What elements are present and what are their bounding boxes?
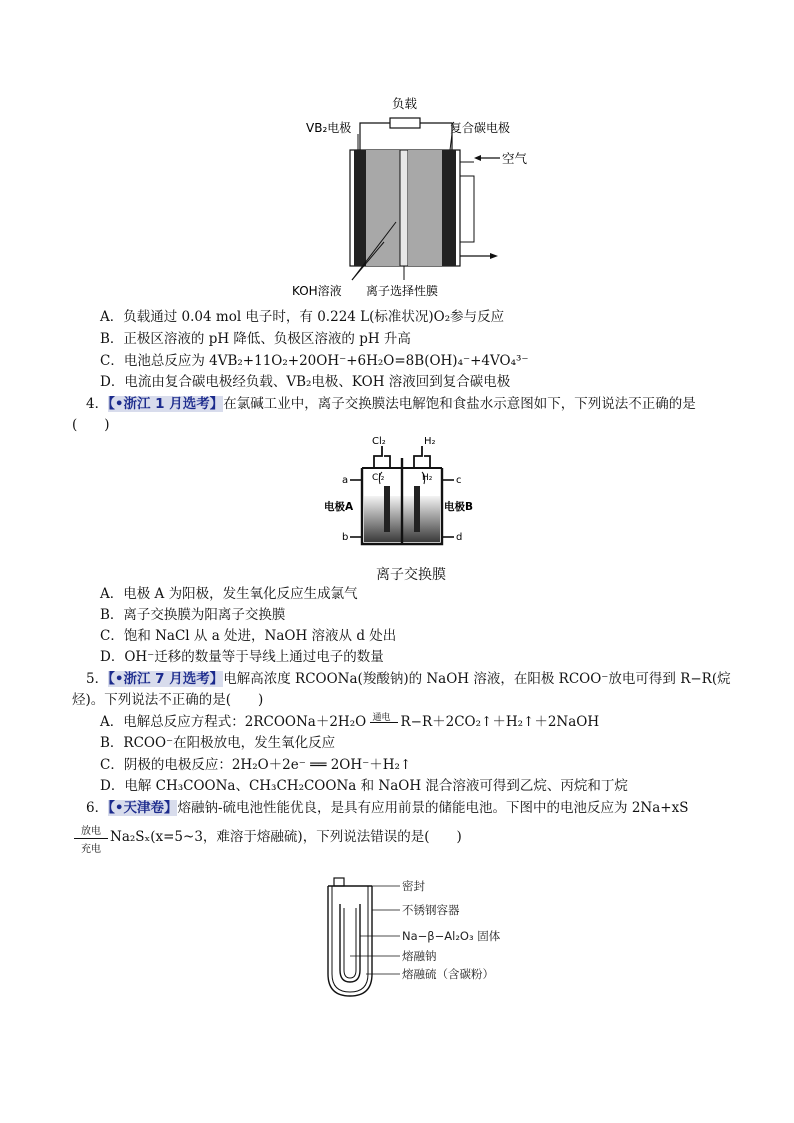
- inlet-c-label: c: [456, 475, 462, 486]
- q5-option-a-text: A．电解总反应方程式：2RCOONa＋2H₂O: [100, 714, 371, 730]
- q6-discharge-label: 放电: [81, 826, 101, 837]
- q4-stem: [86, 395, 696, 413]
- q5-stem-cont: 烃)。下列说法不正确的是( ): [72, 692, 264, 708]
- q6-reaction-arrow: [74, 822, 108, 855]
- load-label: 负载: [392, 96, 418, 111]
- vb2-electrode-label: VB₂电极: [306, 121, 352, 135]
- q4-number: 4．: [86, 396, 109, 412]
- q5-option-c: C．阴极的电极反应：2H₂O＋2e⁻ ══ 2OH⁻＋H₂↑: [100, 757, 412, 773]
- air-label: 空气: [502, 151, 528, 166]
- cl2-inner-label: Cl₂: [372, 473, 385, 483]
- fig2-caption: 离子交换膜: [376, 567, 446, 583]
- solid-electrolyte-label: Na−β−Al₂O₃ 固体: [402, 929, 501, 943]
- q3-option-d: D．电流由复合碳电极经负载、VB₂电极、KOH 溶液回到复合碳电极: [100, 374, 511, 390]
- q5-option-d: D．电解 CH₃COONa、CH₃CH₂COONa 和 NaOH 混合溶液可得到乙烷、丙烷和丁烷: [100, 778, 628, 794]
- q3-option-b: B．正极区溶液的 pH 降低、负极区溶液的 pH 升高: [100, 331, 411, 347]
- molten-s-label: 熔融硫（含碳粉）: [402, 967, 494, 981]
- electrode-a-label: 电极A: [324, 501, 354, 513]
- q6-source-tag: 【•天津卷】: [108, 800, 178, 816]
- q6-stem-cont: Na₂Sₓ(x=5~3，难溶于熔融硫)，下列说法错误的是( ): [110, 829, 462, 845]
- q5-source-tag: 【•浙江 7 月选考】: [108, 671, 224, 687]
- q6-stem-text: 熔融钠-硫电池性能优良，是具有应用前景的储能电池。下图中的电池反应为 2Na+xS: [177, 800, 689, 816]
- q4-option-d: D．OH⁻迁移的数量等于导线上通过电子的数量: [100, 649, 384, 665]
- membrane-label: 离子选择性膜: [366, 284, 439, 298]
- q3-option-a: A．负载通过 0.04 mol 电子时，有 0.224 L(标准状况)O₂参与反应: [100, 309, 505, 325]
- q4-option-a: A．电极 A 为阳极，发生氧化反应生成氯气: [100, 586, 358, 602]
- q4-stem-text: 在氯碱工业中，离子交换膜法电解饱和食盐水示意图如下，下列说法不正确的是: [223, 396, 696, 412]
- h2-inner-label: H₂: [422, 473, 433, 483]
- q5-stem: [86, 670, 731, 688]
- molten-na-label: 熔融钠: [402, 949, 437, 963]
- q5-option-a: [100, 713, 599, 731]
- q5-condition: 通电: [372, 712, 391, 723]
- q4-source-tag: 【•浙江 1 月选考】: [108, 396, 224, 412]
- q5-option-a-products: R−R＋2CO₂↑＋H₂↑＋2NaOH: [400, 714, 600, 730]
- composite-electrode-label: 复合碳电极: [450, 121, 511, 135]
- vb2-battery-diagram: [292, 92, 530, 302]
- q5-stem-text: 电解高浓度 RCOONa(羧酸钠)的 NaOH 溶液，在阳极 RCOO⁻放电可得到 R−R(烷: [223, 671, 731, 687]
- electrode-b-label: 电极B: [444, 501, 474, 513]
- chlor-alkali-diagram: [326, 434, 476, 564]
- q6-charge-label: 充电: [81, 844, 101, 855]
- q4-stem-cont: ( ): [72, 417, 110, 433]
- q3-option-c: C．电池总反应为 4VB₂+11O₂+20OH⁻+6H₂O=8B(OH)₄⁻+4VO₄³⁻: [100, 353, 529, 369]
- q5-number: 5．: [86, 671, 109, 687]
- inlet-a-label: a: [342, 475, 349, 486]
- cl2-top-label: Cl₂: [372, 436, 386, 447]
- q6-stem: [86, 799, 688, 817]
- outlet-d-label: d: [456, 532, 463, 543]
- q4-option-b: B．离子交换膜为阳离子交换膜: [100, 607, 286, 623]
- na-s-battery-diagram: [322, 874, 522, 1004]
- q6-number: 6．: [86, 800, 109, 816]
- q5-option-b: B．RCOO⁻在阳极放电，发生氧化反应: [100, 735, 336, 751]
- seal-label: 密封: [402, 879, 425, 893]
- steel-container-label: 不锈钢容器: [402, 903, 460, 917]
- q4-option-c: C．饱和 NaCl 从 a 处进，NaOH 溶液从 d 处出: [100, 628, 397, 644]
- koh-label: KOH溶液: [292, 284, 342, 298]
- h2-top-label: H₂: [424, 436, 436, 447]
- outlet-b-label: b: [342, 532, 349, 543]
